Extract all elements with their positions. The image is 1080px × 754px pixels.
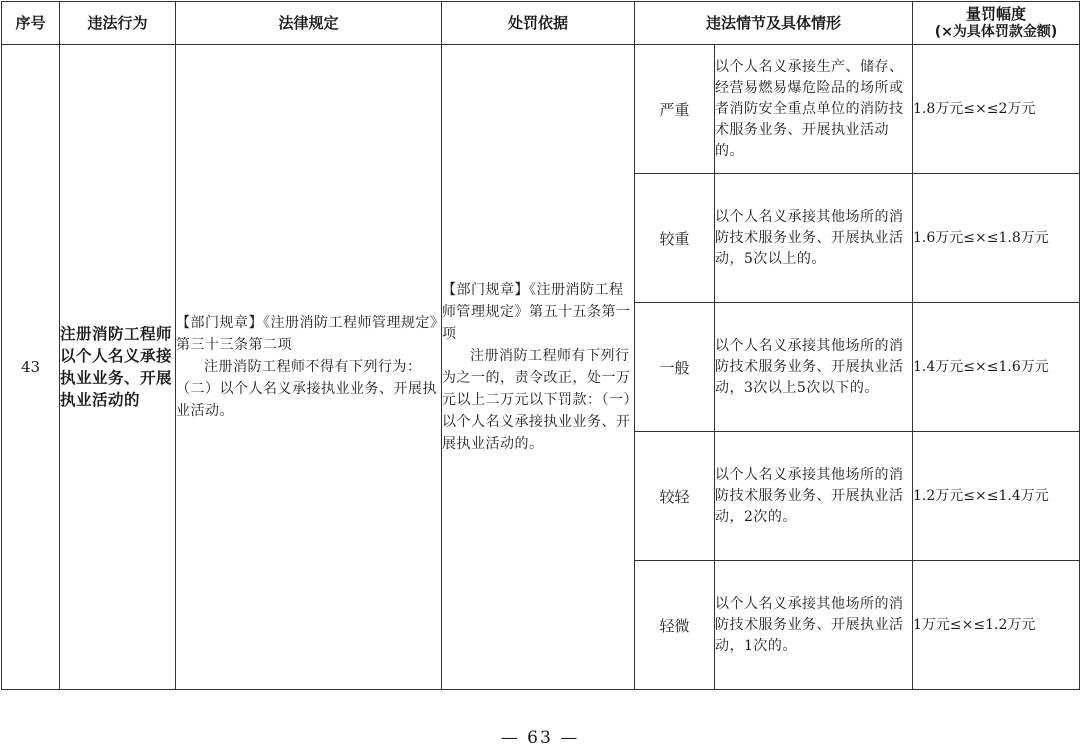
header-range-title: 量罚幅度 (966, 5, 1027, 23)
level-label: 较重 (635, 174, 715, 303)
level-detail: 以个人名义承接生产、储存、经营易燃易爆危险品的场所或者消防安全重点单位的消防技术服务业务、开展执业活动的。 (715, 45, 913, 174)
header-law: 法律规定 (176, 2, 442, 45)
header-index: 序号 (2, 2, 60, 45)
fine-range: 1.4万元≤×≤1.6万元 (913, 303, 1080, 432)
level-label: 较轻 (635, 432, 715, 561)
fine-range: 1.6万元≤×≤1.8万元 (913, 174, 1080, 303)
header-range-sub: (×为具体罚款金额) (934, 24, 1058, 40)
level-detail: 以个人名义承接其他场所的消防技术服务业务、开展执业活动，1次的。 (715, 561, 913, 690)
page-number: — 63 — (500, 728, 580, 748)
violation-act: 注册消防工程师以个人名义承接执业业务、开展执业活动的 (60, 45, 176, 690)
basis-citation: 【部门规章】《注册消防工程师管理规定》第五十五条第一项 (442, 282, 631, 342)
table-row (2, 45, 1080, 174)
penalty-table (1, 1, 1080, 690)
row-index: 43 (2, 45, 60, 690)
level-detail: 以个人名义承接其他场所的消防技术服务业务、开展执业活动，5次以上的。 (715, 174, 913, 303)
fine-range: 1.8万元≤×≤2万元 (913, 45, 1080, 174)
level-detail: 以个人名义承接其他场所的消防技术服务业务、开展执业活动，3次以上5次以下的。 (715, 303, 913, 432)
level-detail: 以个人名义承接其他场所的消防技术服务业务、开展执业活动，2次的。 (715, 432, 913, 561)
header-row (2, 2, 1080, 45)
law-citation: 【部门规章】《注册消防工程师管理规定》第三十三条第二项 (176, 315, 438, 353)
fine-range: 1.2万元≤×≤1.4万元 (913, 432, 1080, 561)
law-text: 注册消防工程师不得有下列行为：（二）以个人名义承接执业业务、开展执业活动。 (176, 359, 437, 419)
level-label: 轻微 (635, 561, 715, 690)
header-detail: 违法情节及具体情形 (635, 2, 913, 45)
level-label: 一般 (635, 303, 715, 432)
law-provision (176, 45, 442, 690)
basis-text: 注册消防工程师有下列行为之一的，责令改正，处一万元以上二万元以下罚款：（一）以个人名义承接执业业务、开展执业活动的。 (442, 348, 631, 452)
penalty-basis (442, 45, 635, 690)
header-basis: 处罚依据 (442, 2, 635, 45)
header-violation: 违法行为 (60, 2, 176, 45)
fine-range: 1万元≤×≤1.2万元 (913, 561, 1080, 690)
level-label: 严重 (635, 45, 715, 174)
header-range (913, 2, 1080, 45)
